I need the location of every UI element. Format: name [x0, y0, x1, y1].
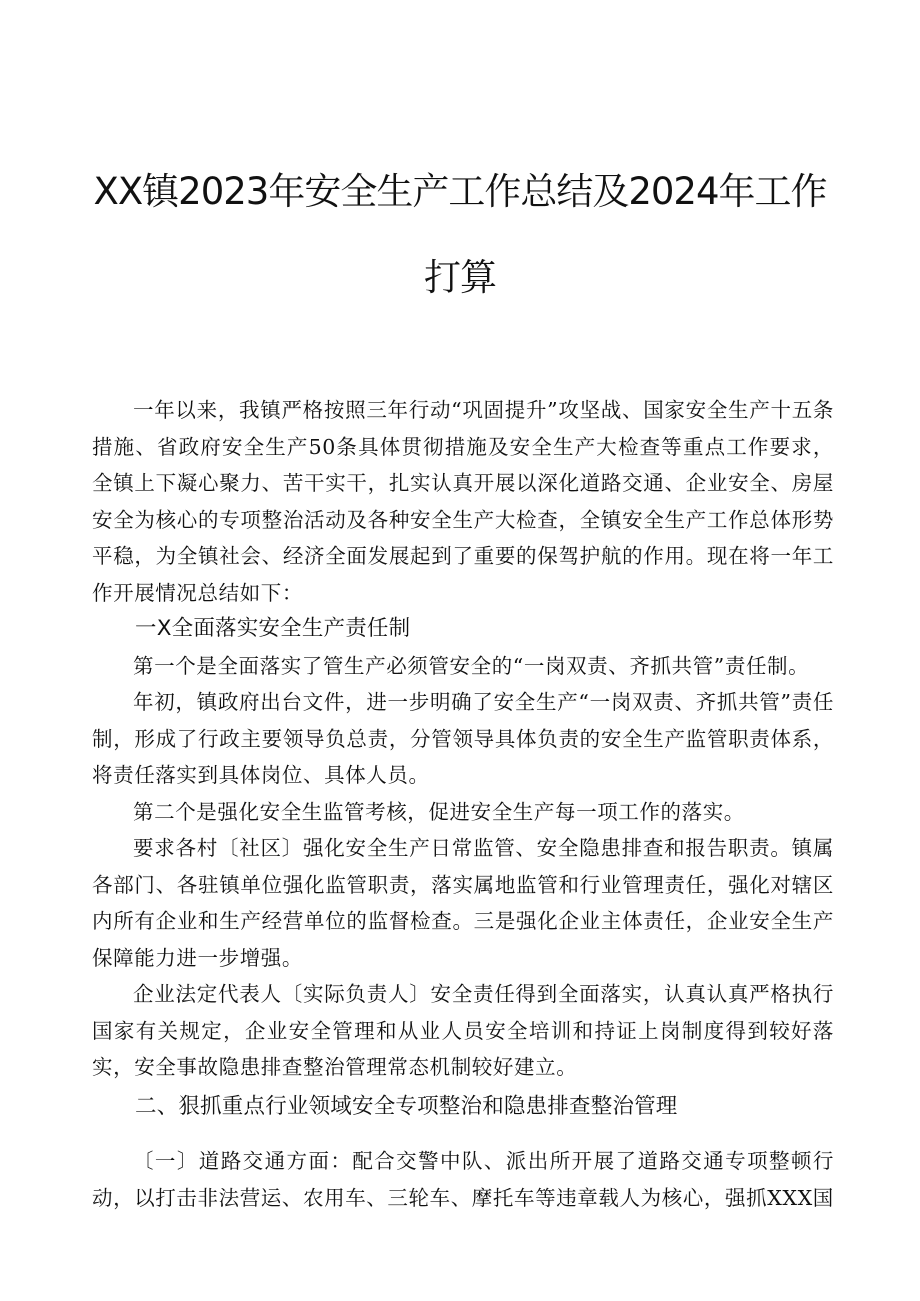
section-1-paragraph: 第一个是全面落实了管生产必须管安全的“一岗双责、齐抓共管”责任制。 — [133, 653, 810, 678]
section-1-paragraph: 要求各村〔社区〕强化安全生产日常监管、安全隐患排查和报告职责。镇属各部门、各驻镇单位强化监管职责，落实属地监管和行业管理责任，强化对辖区内所有企业和生产经营单位的监督检查。三是强化企业主体责任，企业安全生产保障能力进一步增强。 — [92, 836, 834, 970]
section-1-paragraph: 年初，镇政府出台文件，进一步明确了安全生产“一岗双责、齐抓共管”责任制，形成了行政主要领导负总责，分管领导具体负责的安全生产监管职责体系，将责任落实到具体岗位、具体人员。 — [92, 690, 834, 787]
document-body — [92, 392, 834, 1216]
section-1-heading: 一X全面落实安全生产责任制 — [135, 616, 411, 641]
intro-paragraph: 一年以来，我镇严格按照三年行动“巩固提升”攻坚战、国家安全生产十五条措施、省政府安全生产50条具体贯彻措施及安全生产大检查等重点工作要求，全镇上下凝心聚力、苦干实干，扎实认真开展以深化道路交通、企业安全、房屋安全为核心的专项整治活动及各种安全生产大检查，全镇安全生产工作总体形势平稳，为全镇社会、经济全面发展起到了重要的保驾护航的作用。现在将一年工作开展情况总结如下： — [92, 398, 834, 605]
section-1-paragraph: 企业法定代表人〔实际负责人〕安全责任得到全面落实，认真认真严格执行国家有关规定，企业安全管理和从业人员安全培训和持证上岗制度得到较好落实，安全事故隐患排查整治管理常态机制较好建立。 — [92, 982, 834, 1079]
document-title-line-2: 打算 — [424, 256, 496, 299]
section-1-paragraph: 第二个是强化安全生监管考核，促进安全生产每一项工作的落实。 — [133, 799, 745, 824]
section-2-heading: 二、狠抓重点行业领域安全专项整治和隐患排查整治管理 — [135, 1093, 678, 1119]
section-2-paragraph: 〔一〕道路交通方面：配合交警中队、派出所开展了道路交通专项整顿行动，以打击非法营运、农用车、三轮车、摩托车等违章载人为核心，强抓XXX国 — [92, 1149, 834, 1210]
document-title-line-1: XX镇2023年安全生产工作总结及2024年工作 — [93, 170, 827, 213]
